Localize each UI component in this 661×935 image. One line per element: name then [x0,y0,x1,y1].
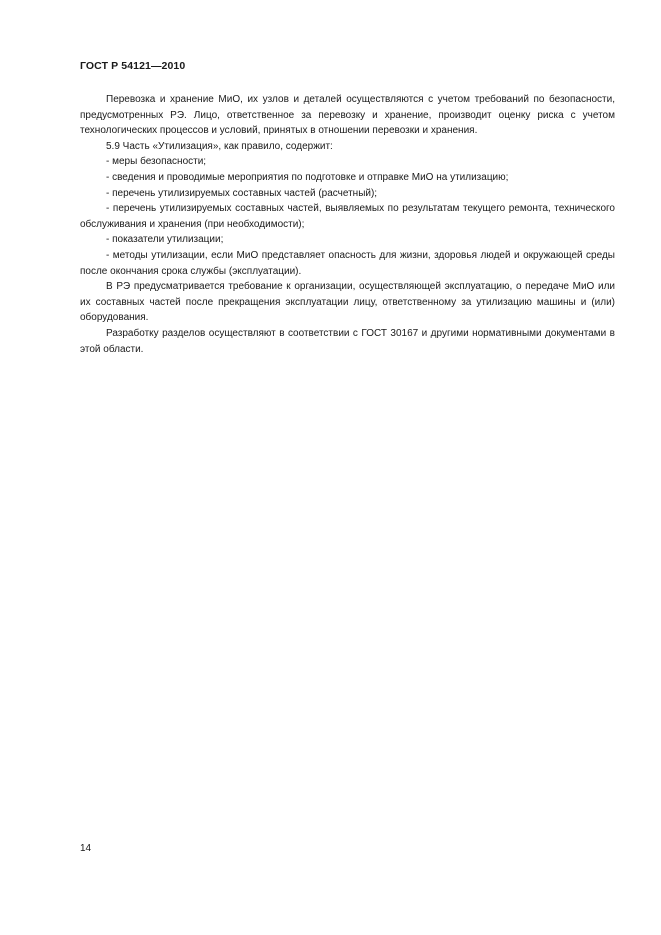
paragraph-development-standard: Разработку разделов осуществляют в соответствии с ГОСТ 30167 и другими нормативными документами в этой области. [80,327,615,355]
document-header: ГОСТ Р 54121—2010 [80,60,186,72]
list-item-safety-measures: - меры безопасности; [106,156,207,168]
list-item-disposal-methods: - методы утилизации, если МиО представляет опасность для жизни, здоровья людей и окружающей среды после окончания срока службы (эксплуатации). [80,249,615,277]
paragraph-transport-storage: Перевозка и хранение МиО, их узлов и деталей осуществляются с учетом требований по безопасности, предусмотренных РЭ. Лицо, ответственное за перевозку и хранение, производит оценку риска с учетом технологических процессов и условий, принятых в отношении перевозки и хранения. [80,94,615,137]
list-item-recyclable-parts-calculated: - перечень утилизируемых составных частей (расчетный); [106,187,378,199]
paragraph-section-5-9: 5.9 Часть «Утилизация», как правило, содержит: [106,140,333,152]
page-number: 14 [80,843,92,854]
document-body [80,92,615,357]
paragraph-operator-requirement: В РЭ предусматривается требование к организации, осуществляющей эксплуатацию, о передаче МиО или их составных частей после прекращения эксплуатации лицу, ответственному за утилизацию машины и (или) оборудования. [80,281,615,324]
list-item-recyclable-parts-repair: - перечень утилизируемых составных частей, выявляемых по результатам текущего ремонта, технического обслуживания и хранения (при необходимости); [80,203,615,230]
list-item-disposal-preparation: - сведения и проводимые мероприятия по подготовке и отправке МиО на утилизацию; [106,171,509,183]
list-item-disposal-indicators: - показатели утилизации; [106,234,224,246]
